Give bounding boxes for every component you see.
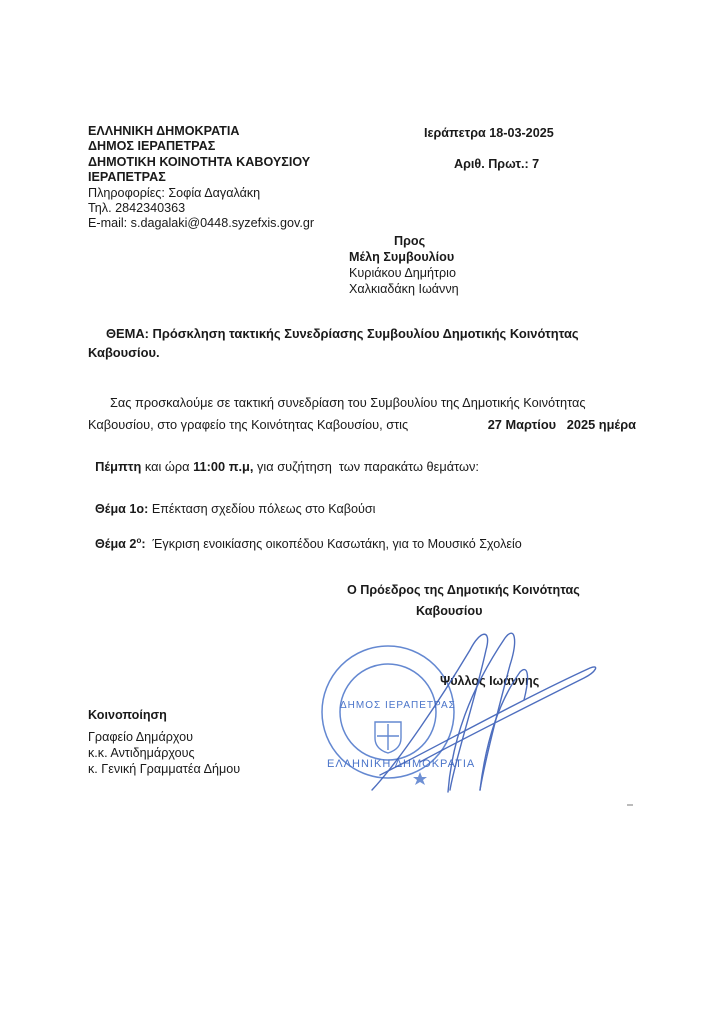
notification-title: Κοινοποίηση xyxy=(88,708,167,722)
notification-item: κ. Γενική Γραμματέα Δήμου xyxy=(88,762,241,776)
sender-country: ΕΛΛΗΝΙΚΗ ΔΗΜΟΚΡΑΤΙΑ xyxy=(88,124,240,138)
signatory-name: Ψύλλος Ιωάννης xyxy=(440,674,540,688)
sender-email[interactable]: E-mail: s.dagalaki@0448.syzefxis.gov.gr xyxy=(88,216,315,231)
seal-outer-text: ΕΛΛΗΝΙΚΗ ΔΗΜΟΚΡΑΤΙΑ xyxy=(327,758,476,770)
body-line-1: Σας προσκαλούμε σε τακτική συνεδρίαση του Συμβουλίου της Δημοτικής Κοινότητας xyxy=(110,395,586,410)
scan-mark xyxy=(627,804,633,806)
notification-item: Γραφείο Δημάρχου xyxy=(88,730,194,744)
topic-text: Έγκριση ενοικίασης οικοπέδου Κασωτάκη, για το Μουσικό Σχολείο xyxy=(145,537,522,551)
topic-label-end: : xyxy=(141,537,146,551)
sender-community: ΔΗΜΟΤΙΚΗ ΚΟΙΝΟΤΗΤΑ ΚΑΒΟΥΣΙΟΥ xyxy=(88,154,311,169)
sender-municipality: ΔΗΜΟΣ ΙΕΡΑΠΕΤΡΑΣ xyxy=(88,139,216,154)
body-line-3-mid: και ώρα xyxy=(141,459,194,474)
signatory-title-2: Καβουσίου xyxy=(416,604,483,618)
recipient-name: Χαλκιαδάκη Ιωάννη xyxy=(349,282,459,296)
meeting-time: 11:00 π.μ, xyxy=(193,459,254,474)
recipient-name: Κυριάκου Δημήτριο xyxy=(349,266,456,280)
meeting-day: Πέμπτη xyxy=(95,459,142,474)
sender-info: Πληροφορίες: Σοφία Δαγαλάκη xyxy=(88,185,261,200)
topic-text: Επέκταση σχεδίου πόλεως στο Καβούσι xyxy=(148,502,376,516)
sender-city: ΙΕΡΑΠΕΤΡΑΣ xyxy=(88,170,166,185)
sender-phone: Τηλ. 2842340363 xyxy=(88,201,186,216)
subject-line-2: Καβουσίου. xyxy=(88,345,160,360)
meeting-date: 27 Μαρτίου 2025 ημέρα xyxy=(487,417,636,432)
recipients-to: Προς xyxy=(394,234,426,248)
topic-label: Θέμα 1ο: xyxy=(95,502,149,516)
topic-label: Θέμα 2 xyxy=(95,537,137,551)
subject-line: ΘΕΜΑ: Πρόσκληση τακτικής Συνεδρίασης Συμβουλίου Δημοτικής Κοινότητας xyxy=(106,326,579,341)
signatory-title: Ο Πρόεδρος της Δημοτικής Κοινότητας xyxy=(347,583,580,597)
seal-inner-text: ΔΗΜΟΣ ΙΕΡΑΠΕΤΡΑΣ xyxy=(340,700,456,711)
protocol-number: Αριθ. Πρωτ.: 7 xyxy=(454,157,540,171)
topic-label-sup: ο xyxy=(136,535,142,545)
recipients-group: Μέλη Συμβουλίου xyxy=(349,250,455,264)
place-date: Ιεράπετρα 18-03-2025 xyxy=(424,126,554,140)
body-line-3-end: για συζήτηση των παρακάτω θεμάτων: xyxy=(253,459,479,474)
body-line-2-text: Καβουσίου, στο γραφείο της Κοινότητας Καβουσίου, στις xyxy=(88,417,409,432)
notification-item: κ.κ. Αντιδημάρχους xyxy=(88,746,195,760)
